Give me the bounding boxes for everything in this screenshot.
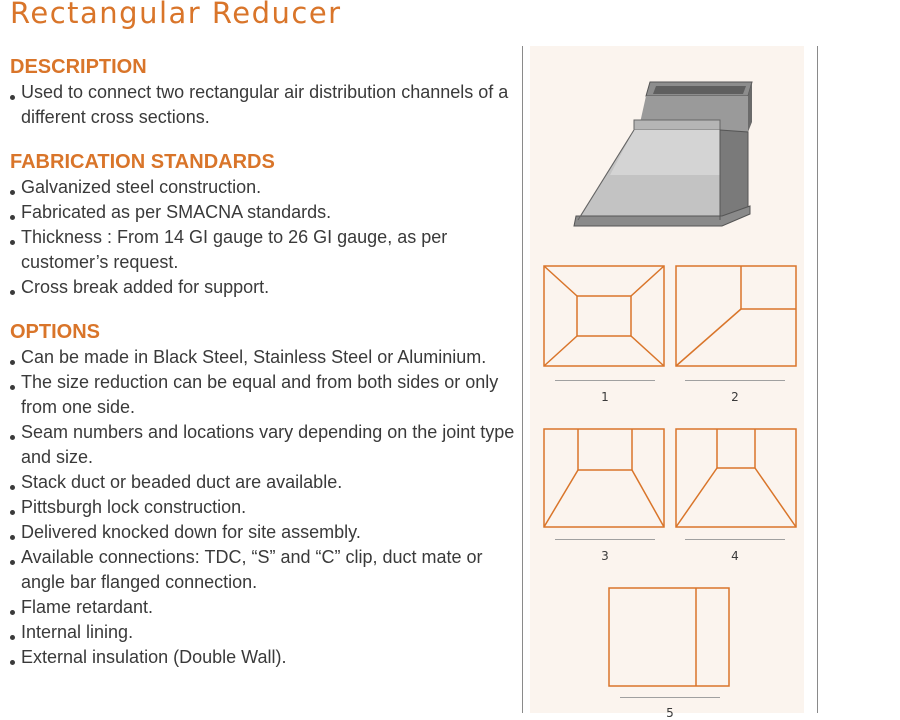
description-section [10, 54, 515, 130]
description-heading: DESCRIPTION [10, 56, 147, 78]
list-item: Fabricated as per SMACNA standards. [10, 200, 515, 225]
figure-5-label: 5 [666, 706, 674, 720]
figure-1-label: 1 [601, 390, 609, 404]
options-section [10, 319, 515, 670]
reducer-diagram-2 [675, 265, 799, 369]
list-item: Seam numbers and locations vary depending on the joint type and size. [10, 420, 515, 470]
list-item: Stack duct or beaded duct are available. [10, 470, 515, 495]
list-item: Can be made in Black Steel, Stainless Steel or Aluminium. [10, 345, 515, 370]
reducer-product-image [570, 70, 785, 235]
list-item: Internal lining. [10, 620, 515, 645]
figure-3-label: 3 [601, 549, 609, 563]
page-title: Rectangular Reducer [10, 0, 342, 30]
reducer-diagram-1 [543, 265, 667, 369]
list-item: Pittsburgh lock construction. [10, 495, 515, 520]
options-heading: OPTIONS [10, 321, 101, 343]
spec-text-column [10, 54, 515, 670]
fabrication-standards-section [10, 149, 515, 300]
reducer-diagram-3 [543, 428, 667, 530]
list-item: Flame retardant. [10, 595, 515, 620]
figure-3-caption-line [555, 539, 655, 540]
figure-4-caption-line [685, 539, 785, 540]
reducer-diagram-5 [608, 587, 732, 689]
list-item: Galvanized steel construction. [10, 175, 515, 200]
figure-4-label: 4 [731, 549, 739, 563]
left-divider [522, 46, 523, 713]
fabrication-standards-heading: FABRICATION STANDARDS [10, 151, 275, 173]
figure-2-label: 2 [731, 390, 739, 404]
list-item: Used to connect two rectangular air distribution channels of a different cross sections. [10, 80, 515, 130]
figure-5-caption-line [620, 697, 720, 698]
list-item: Available connections: TDC, “S” and “C” clip, duct mate or angle bar flanged connection. [10, 545, 515, 595]
list-item: The size reduction can be equal and from both sides or only from one side. [10, 370, 515, 420]
reducer-diagram-4 [675, 428, 799, 530]
figure-2-caption-line [685, 380, 785, 381]
figure-1-caption-line [555, 380, 655, 381]
list-item: Thickness : From 14 GI gauge to 26 GI gauge, as per customer’s request. [10, 225, 515, 275]
list-item: Delivered knocked down for site assembly. [10, 520, 515, 545]
right-divider [817, 46, 818, 713]
list-item: External insulation (Double Wall). [10, 645, 515, 670]
list-item: Cross break added for support. [10, 275, 515, 300]
